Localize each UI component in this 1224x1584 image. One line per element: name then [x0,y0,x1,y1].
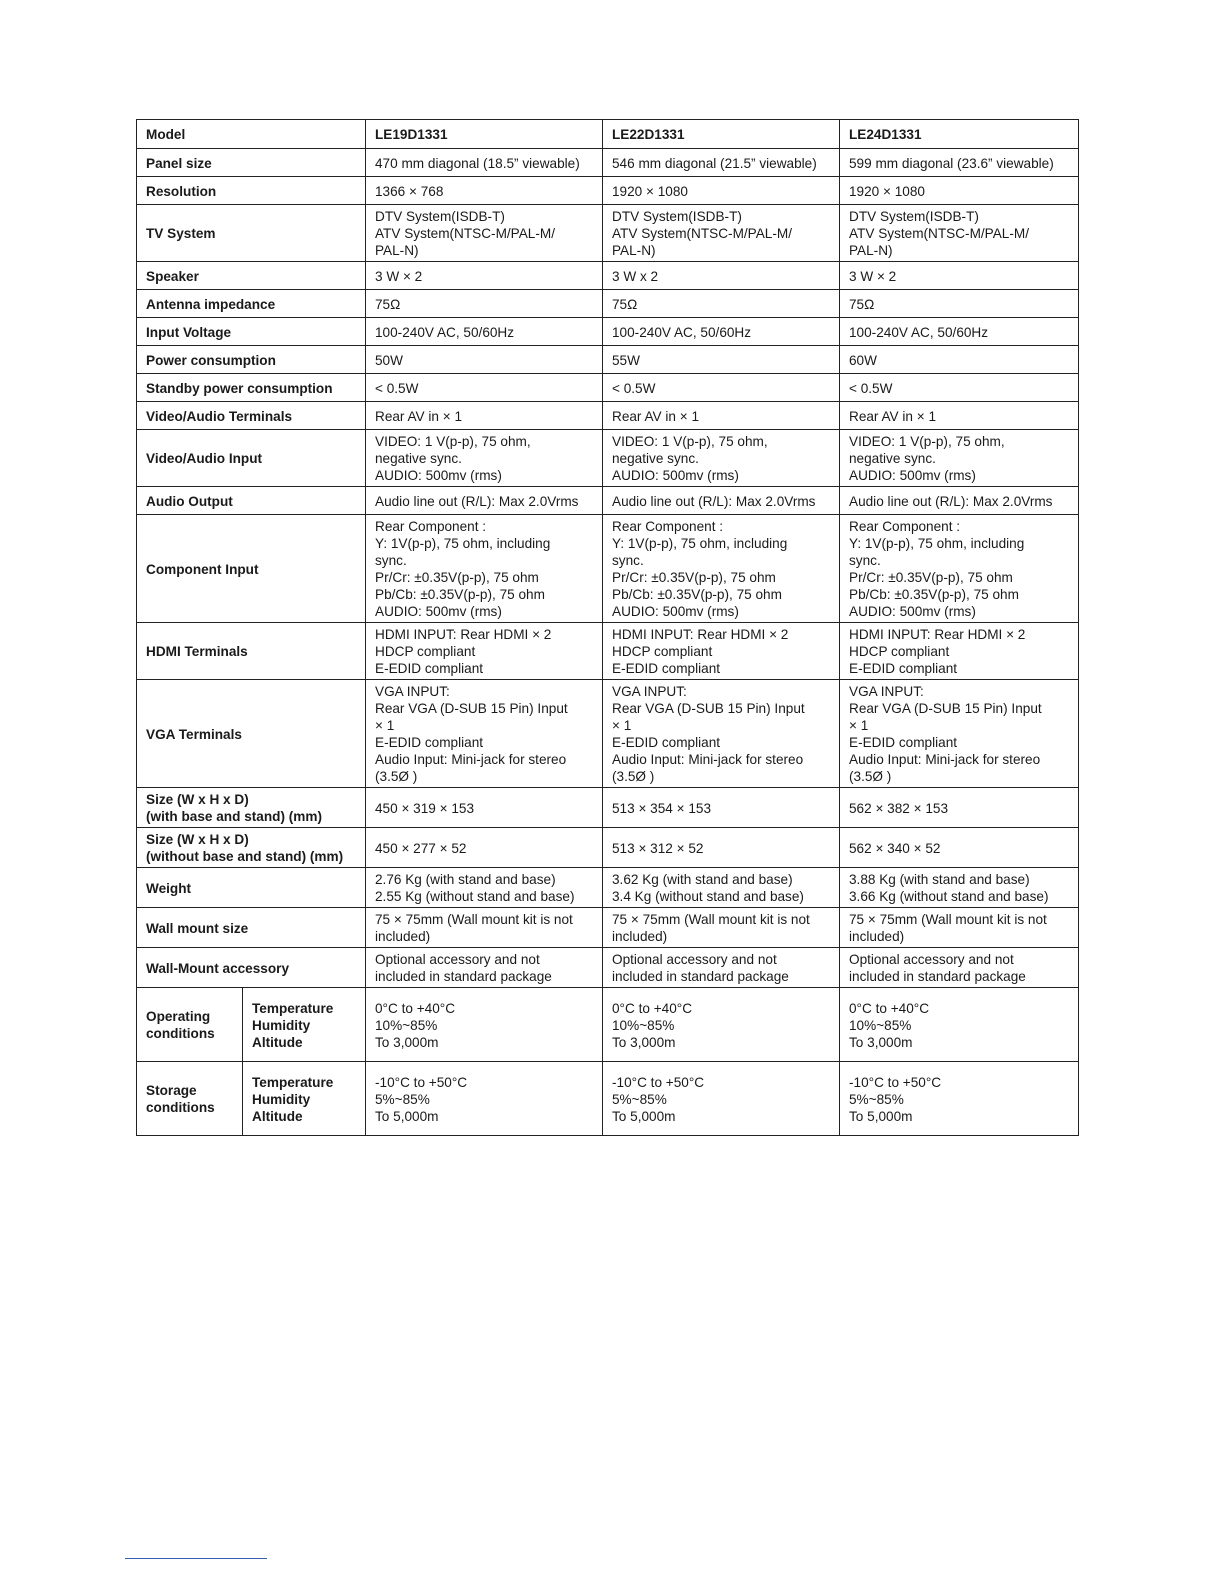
spec-value: 75Ω [840,290,1079,318]
spec-value: 75Ω [366,290,603,318]
spec-label: Antenna impedance [137,290,366,318]
spec-row [137,205,1079,262]
spec-value: 562 × 340 × 52 [840,828,1079,868]
spec-value: Rear AV in × 1 [366,402,603,430]
spec-row [137,290,1079,318]
spec-label: Power consumption [137,346,366,374]
header-label: Model [137,120,366,149]
spec-value: 50W [366,346,603,374]
spec-label: Standby power consumption [137,374,366,402]
spec-value: 450 × 319 × 153 [366,788,603,828]
spec-row [137,908,1079,948]
spec-value: HDMI INPUT: Rear HDMI × 2 HDCP compliant E-EDID compliant [840,623,1079,680]
spec-value: VIDEO: 1 V(p-p), 75 ohm, negative sync. AUDIO: 500mv (rms) [366,430,603,487]
footnote-separator [125,1558,267,1559]
spec-value: 470 mm diagonal (18.5” viewable) [366,149,603,177]
conditions-value: -10°C to +50°C 5%~85% To 5,000m [603,1062,840,1136]
spec-row [137,623,1079,680]
spec-row [137,680,1079,788]
spec-value: HDMI INPUT: Rear HDMI × 2 HDCP compliant E-EDID compliant [603,623,840,680]
spec-value: Audio line out (R/L): Max 2.0Vrms [366,487,603,515]
spec-row [137,318,1079,346]
spec-label: Video/Audio Input [137,430,366,487]
spec-label: Component Input [137,515,366,623]
spec-label: Input Voltage [137,318,366,346]
spec-row [137,515,1079,623]
spec-value: 3 W x 2 [603,262,840,290]
conditions-value: -10°C to +50°C 5%~85% To 5,000m [366,1062,603,1136]
spec-value: DTV System(ISDB-T) ATV System(NTSC-M/PAL-M/ PAL-N) [840,205,1079,262]
spec-value: Optional accessory and not included in standard package [840,948,1079,988]
spec-label: Size (W x H x D) (without base and stand) (mm) [137,828,366,868]
header-row [137,120,1079,149]
spec-value: Rear Component : Y: 1V(p-p), 75 ohm, including sync. Pr/Cr: ±0.35V(p-p), 75 ohm Pb/Cb: ±0.35V(p-p), 75 ohm AUDIO: 500mv (rms) [840,515,1079,623]
conditions-row [137,1062,1079,1136]
spec-row [137,149,1079,177]
spec-value: 546 mm diagonal (21.5” viewable) [603,149,840,177]
spec-row [137,262,1079,290]
spec-value: 1920 × 1080 [840,177,1079,205]
conditions-sublabel: Temperature Humidity Altitude [243,1062,366,1136]
spec-value: 75 × 75mm (Wall mount kit is not included) [840,908,1079,948]
spec-value: Optional accessory and not included in standard package [366,948,603,988]
spec-label: Video/Audio Terminals [137,402,366,430]
spec-label: Size (W x H x D) (with base and stand) (mm) [137,788,366,828]
spec-value: 1920 × 1080 [603,177,840,205]
spec-value: DTV System(ISDB-T) ATV System(NTSC-M/PAL-M/ PAL-N) [603,205,840,262]
spec-value: < 0.5W [603,374,840,402]
spec-value: < 0.5W [840,374,1079,402]
spec-value: HDMI INPUT: Rear HDMI × 2 HDCP compliant E-EDID compliant [366,623,603,680]
spec-value: Audio line out (R/L): Max 2.0Vrms [840,487,1079,515]
conditions-row [137,988,1079,1062]
conditions-value: 0°C to +40°C 10%~85% To 3,000m [366,988,603,1062]
spec-value: Audio line out (R/L): Max 2.0Vrms [603,487,840,515]
spec-value: VGA INPUT: Rear VGA (D-SUB 15 Pin) Input × 1 E-EDID compliant Audio Input: Mini-jack for stereo (3.5Ø ) [366,680,603,788]
spec-label: VGA Terminals [137,680,366,788]
spec-value: 3.88 Kg (with stand and base) 3.66 Kg (without stand and base) [840,868,1079,908]
spec-value: VGA INPUT: Rear VGA (D-SUB 15 Pin) Input × 1 E-EDID compliant Audio Input: Mini-jack for stereo (3.5Ø ) [840,680,1079,788]
spec-label: Speaker [137,262,366,290]
spec-row [137,948,1079,988]
spec-table [136,119,1079,1136]
spec-label: Wall-Mount accessory [137,948,366,988]
spec-value: 1366 × 768 [366,177,603,205]
conditions-label: Operating conditions [137,988,243,1062]
spec-value: Rear AV in × 1 [840,402,1079,430]
spec-row [137,177,1079,205]
spec-row [137,487,1079,515]
spec-row [137,828,1079,868]
spec-row [137,868,1079,908]
spec-label: Resolution [137,177,366,205]
spec-row [137,374,1079,402]
conditions-value: 0°C to +40°C 10%~85% To 3,000m [840,988,1079,1062]
spec-table-body [137,120,1079,1136]
spec-value: Rear Component : Y: 1V(p-p), 75 ohm, including sync. Pr/Cr: ±0.35V(p-p), 75 ohm Pb/Cb: ±0.35V(p-p), 75 ohm AUDIO: 500mv (rms) [603,515,840,623]
spec-value: 513 × 312 × 52 [603,828,840,868]
spec-row [137,346,1079,374]
model-name: LE19D1331 [366,120,603,149]
spec-value: VGA INPUT: Rear VGA (D-SUB 15 Pin) Input × 1 E-EDID compliant Audio Input: Mini-jack for stereo (3.5Ø ) [603,680,840,788]
spec-value: 75 × 75mm (Wall mount kit is not included) [603,908,840,948]
spec-label: Weight [137,868,366,908]
spec-value: VIDEO: 1 V(p-p), 75 ohm, negative sync. AUDIO: 500mv (rms) [840,430,1079,487]
model-name: LE22D1331 [603,120,840,149]
spec-value: Rear AV in × 1 [603,402,840,430]
spec-value: 3.62 Kg (with stand and base) 3.4 Kg (without stand and base) [603,868,840,908]
spec-value: DTV System(ISDB-T) ATV System(NTSC-M/PAL-M/ PAL-N) [366,205,603,262]
spec-value: 75Ω [603,290,840,318]
spec-value: 100-240V AC, 50/60Hz [840,318,1079,346]
spec-label: HDMI Terminals [137,623,366,680]
spec-value: 599 mm diagonal (23.6” viewable) [840,149,1079,177]
spec-value: 55W [603,346,840,374]
spec-value: Optional accessory and not included in standard package [603,948,840,988]
spec-value: Rear Component : Y: 1V(p-p), 75 ohm, including sync. Pr/Cr: ±0.35V(p-p), 75 ohm Pb/Cb: ±0.35V(p-p), 75 ohm AUDIO: 500mv (rms) [366,515,603,623]
spec-value: 450 × 277 × 52 [366,828,603,868]
spec-value: 2.76 Kg (with stand and base) 2.55 Kg (without stand and base) [366,868,603,908]
spec-label: Audio Output [137,487,366,515]
model-name: LE24D1331 [840,120,1079,149]
spec-value: < 0.5W [366,374,603,402]
conditions-value: 0°C to +40°C 10%~85% To 3,000m [603,988,840,1062]
spec-row [137,402,1079,430]
conditions-sublabel: Temperature Humidity Altitude [243,988,366,1062]
spec-label: Panel size [137,149,366,177]
spec-row [137,788,1079,828]
spec-label: TV System [137,205,366,262]
conditions-label: Storage conditions [137,1062,243,1136]
spec-value: 75 × 75mm (Wall mount kit is not included) [366,908,603,948]
spec-row [137,430,1079,487]
spec-value: 562 × 382 × 153 [840,788,1079,828]
spec-value: 100-240V AC, 50/60Hz [603,318,840,346]
conditions-value: -10°C to +50°C 5%~85% To 5,000m [840,1062,1079,1136]
spec-value: 3 W × 2 [366,262,603,290]
spec-value: 513 × 354 × 153 [603,788,840,828]
spec-value: 3 W × 2 [840,262,1079,290]
spec-value: VIDEO: 1 V(p-p), 75 ohm, negative sync. AUDIO: 500mv (rms) [603,430,840,487]
spec-value: 60W [840,346,1079,374]
spec-label: Wall mount size [137,908,366,948]
spec-value: 100-240V AC, 50/60Hz [366,318,603,346]
